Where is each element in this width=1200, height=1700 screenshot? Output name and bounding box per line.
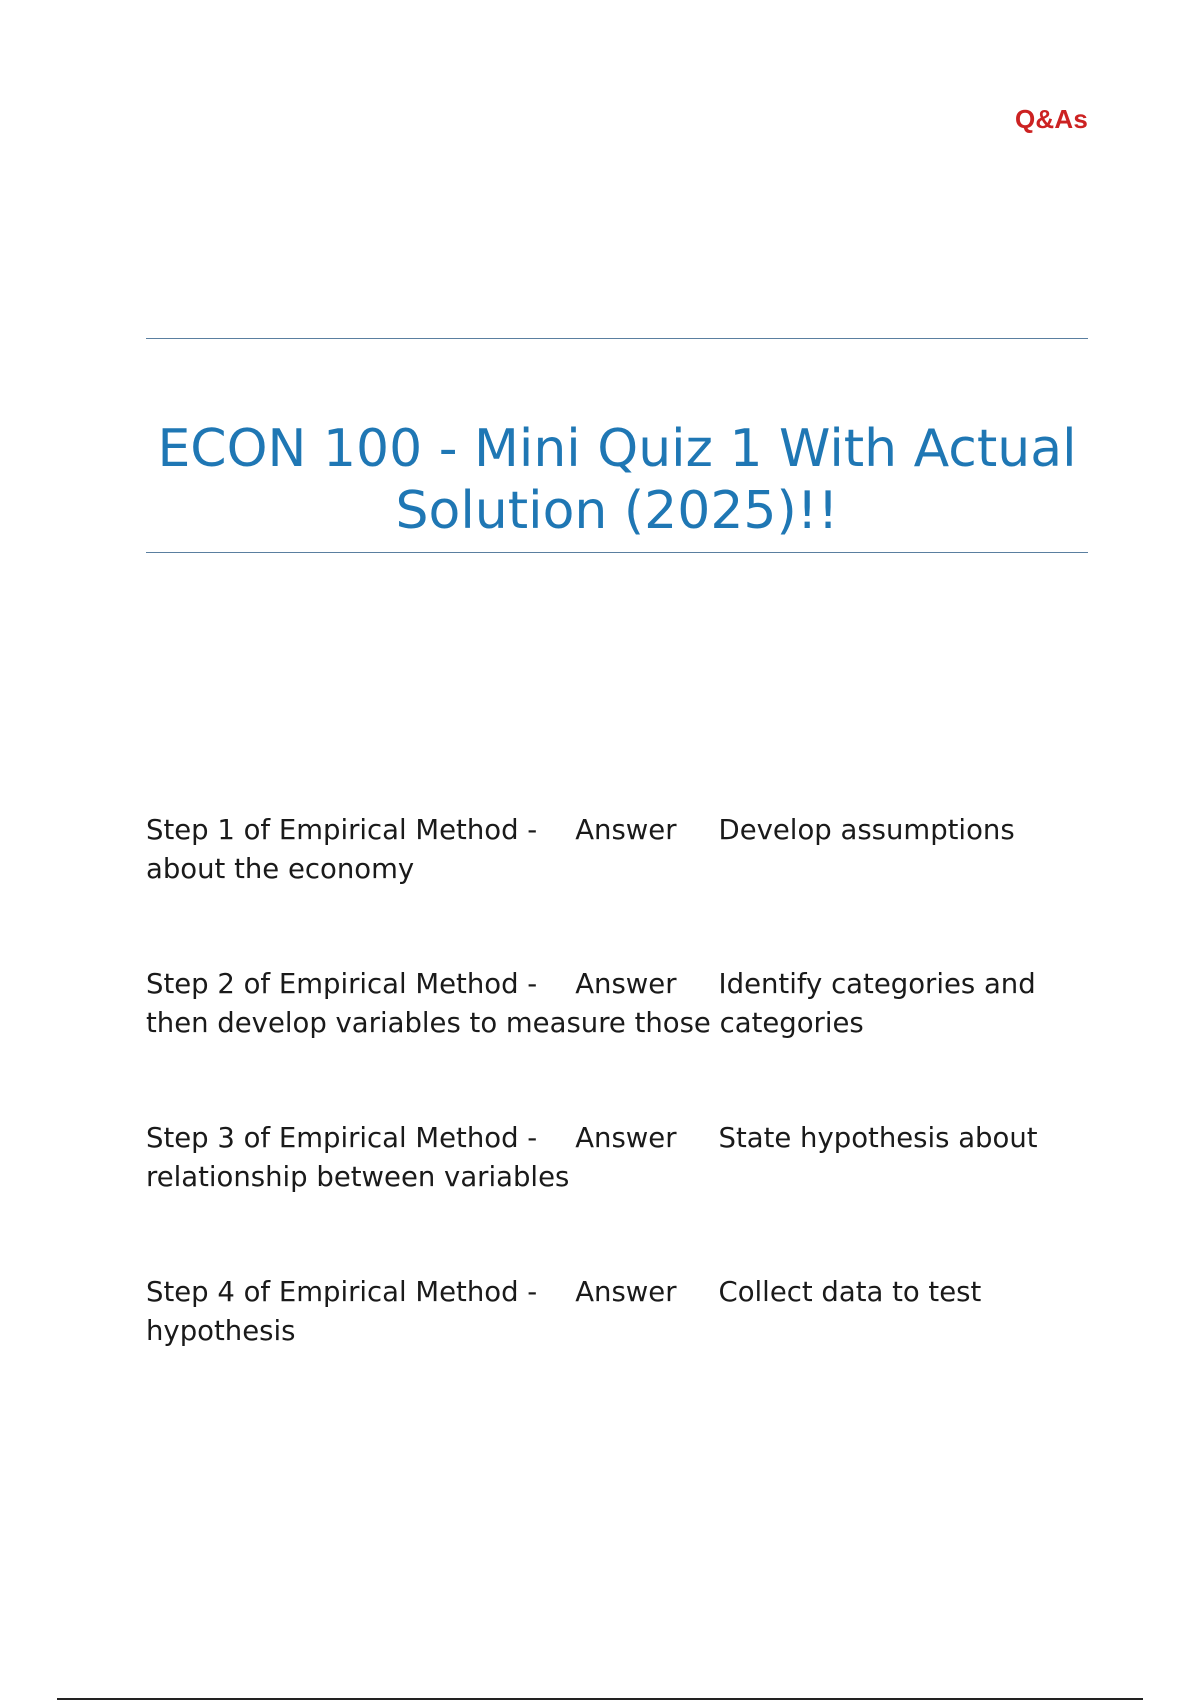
title-bottom-divider	[146, 552, 1088, 553]
qa-answer-label: Answer	[575, 968, 677, 1000]
qa-item-2	[146, 965, 1088, 1043]
title-top-divider	[146, 338, 1088, 339]
qa-list	[146, 811, 1088, 1427]
qa-item-1	[146, 811, 1088, 889]
qa-question: Step 3 of Empirical Method -	[146, 1122, 538, 1154]
qa-question: Step 1 of Empirical Method -	[146, 814, 538, 846]
qa-answer: Develop assumptions about the economy	[146, 814, 1024, 885]
document-title: ECON 100 - Mini Quiz 1 With Actual Solution (2025)!!	[157, 419, 1077, 541]
qa-question: Step 2 of Empirical Method -	[146, 968, 538, 1000]
qa-answer-label: Answer	[575, 814, 677, 846]
qa-item-4	[146, 1273, 1088, 1351]
qa-answer: Identify categories and then develop variables to measure those categories	[146, 968, 1045, 1039]
qa-answer: Collect data to test hypothesis	[146, 1276, 990, 1347]
qa-answer-label: Answer	[575, 1276, 677, 1308]
qa-header-tag: Q&As	[1014, 104, 1088, 134]
qa-answer-label: Answer	[575, 1122, 677, 1154]
qa-item-3	[146, 1119, 1088, 1197]
qa-answer: State hypothesis about relationship between variables	[146, 1122, 1047, 1193]
qa-question: Step 4 of Empirical Method -	[146, 1276, 538, 1308]
